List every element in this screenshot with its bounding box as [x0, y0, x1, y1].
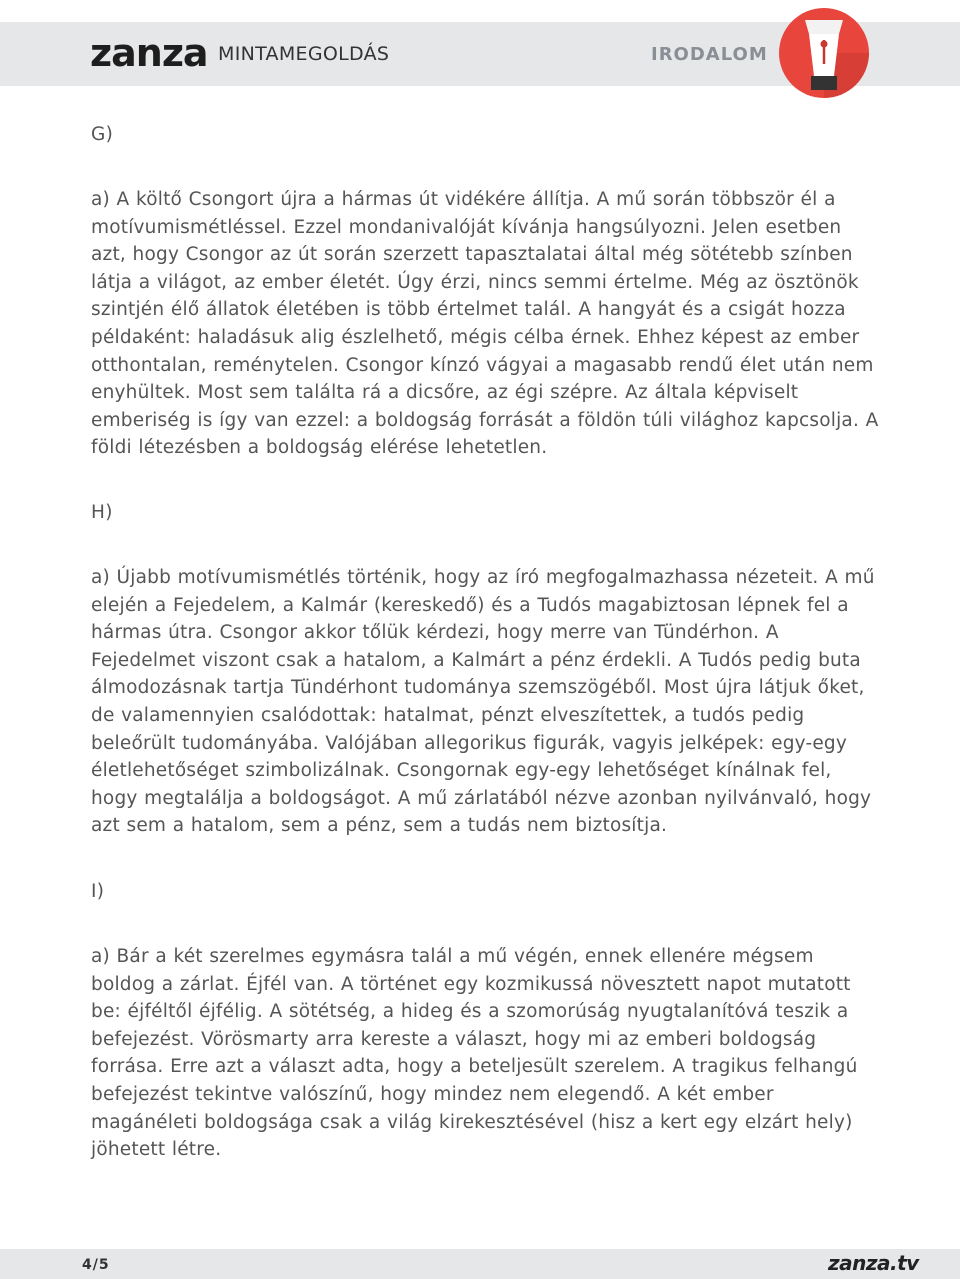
header-subject: IRODALOM: [651, 44, 768, 65]
page-footer: [0, 1249, 960, 1279]
zanza-logo: zanza: [90, 31, 208, 75]
section-text-h: a) Újabb motívumismétlés történik, hogy az író megfogalmazhassa nézeteit. A mű elején a Fejedelem, a Kalmár (kereskedő) és a Tudós magabiztosan lépnek fel a hármas útra. Csongor akkor tőlük kérdezi, hogy merre van Tündérhon. A Fejedelmet viszont csak a hatalom, a Kalmárt a pénz érdekli. A Tudós pedig buta álmodozásnak tartja Tündérhont tudománya szemszögéből. Most újra látjuk őket, de valamennyien csalódottak: hatalmat, pénzt elveszítettek, a tudós pedig beleőrült tudományába. Valójában allegorikus figurák, vagyis jelképek: egy-egy életlehetőséget szimbolizálnak. Csongornak egy-egy lehetőséget kínálnak fel, hogy megtalálja a boldogságot. A mű zárlatából nézve azonban nyilvánvaló, hogy azt sem a hatalom, sem a pénz, sem a tudás nem biztosítja.: [91, 567, 875, 837]
section-label-i: I): [91, 881, 105, 902]
section-label-h: H): [91, 502, 113, 523]
page-number: 4/5: [82, 1257, 110, 1273]
section-text-i: a) Bár a két szerelmes egymásra talál a mű végén, ennek ellenére mégsem boldog a zárlat. Éjfél van. A történet egy kozmikussá növesztett napot mutatott be: éjféltől éjfélig. A sötétség, a hideg és a szomorúság nyugtalanítóvá teszik a befejezést. Vörösmarty arra kereste a választ, hogy mi az emberi boldogság forrása. Erre azt a választ adta, hogy a beteljesült szerelem. A tragikus felhangú befejezést tekintve valószínű, hogy mindez nem elegendő. A két ember magánéleti boldogsága csak a világ kirekesztésével (hisz a kert egy elzárt hely) jöhetett létre.: [91, 946, 858, 1161]
fountain-pen-nib-icon: [777, 6, 871, 100]
zanza-tv-logo: zanza.tv: [828, 1251, 919, 1275]
section-label-g: G): [91, 124, 114, 145]
header-subtitle: MINTAMEGOLDÁS: [218, 43, 390, 65]
section-text-g: a) A költő Csongort újra a hármas út vidékére állítja. A mű során többször él a motívumismétléssel. Ezzel mondanivalóját kívánja hangsúlyozni. Jelen esetben azt, hogy Csongor az út során szerzett tapasztalatai által még sötétebb színben látja a világot, az ember életét. Úgy érzi, nincs semmi értelme. Még az ösztönök szintjén élő állatok életében is több értelmet talál. A hangyát és a csigát hozza példaként: haladásuk alig észlelhető, mégis célba érnek. Ehhez képest az ember otthontalan, reménytelen. Csongor kínzó vágyai a magasabb rendű élet után nem enyhültek. Most sem találta rá a dicsőre, az égi szépre. Az általa képviselt emberiség is így van ezzel: a boldogság forrását a földön túli világhoz kapcsolja. A földi létezésben a boldogság elérése lehetetlen.: [91, 189, 879, 459]
